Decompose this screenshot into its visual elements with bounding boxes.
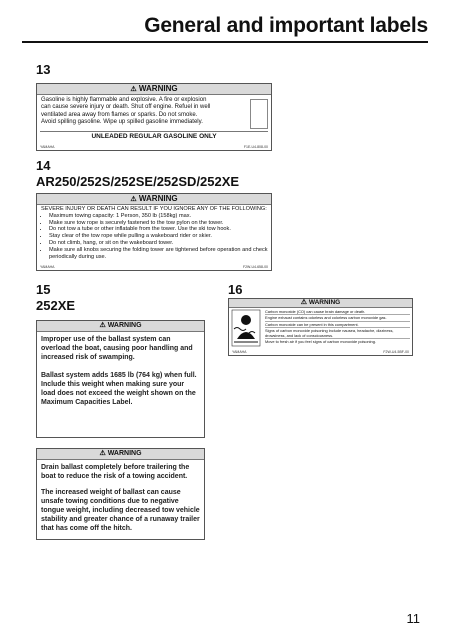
gasoline-line-4: Avoid spilling gasoline. Wipe up spilled gasoline immediately. [41,118,203,125]
tower-rule: • Make sure tow rope is securely fastened to the tow pylon on the tower. [49,220,268,227]
warning-bar [37,194,271,205]
gasoline-line-1: Gasoline is highly flammable and explosive. A fire or explosion [41,97,207,103]
warning-triangle-icon: ⚠ [300,299,308,306]
page-number: 11 [406,611,420,626]
warning-text: WARNING [308,299,341,306]
tower-rule: • Do not tow a tube or other inflatable from the tower. Use the ski tow hook. [49,226,268,233]
carbon-monoxide-pictogram-icon [231,309,261,347]
co-fact: Carbon monoxide can be present in this compartment. [265,322,410,328]
co-fact: Signs of carbon monoxide poisoning include nausea, headache, dizziness, drowsiness, and lack of consciousness. [265,328,410,340]
tower-warning-label [36,193,272,271]
label-code: F1E-U4-808-00 [243,145,268,149]
tower-intro: SEVERE INJURY OR DEATH CAN RESULT IF YOU IGNORE ANY OF THE FOLLOWING: [41,206,267,212]
co-fact: Move to fresh air if you feel signs of carbon monoxide poisoning. [265,339,376,345]
ballast-drain-paragraph-2: The increased weight of ballast can cause unsafe towing conditions due to negative tongue weight, including decreased tow vehicle stability and greater chance of a runaway trailer that has come off the hitch. [41,489,200,532]
brand-logo: YAMAHA [232,350,247,354]
warning-text: WARNING [138,194,178,203]
tower-rule: • Do not climb, hang, or sit on the wakeboard tower. [49,240,268,247]
warning-bar [37,449,204,460]
gasoline-line-2: can cause severe injury or death. Shut off engine. Refuel in well [41,104,211,111]
section-14-number: 14 [36,158,51,173]
label-code: F2W-U4-5BF-00 [383,350,409,354]
header-rule [22,41,428,43]
co-fact: Carbon monoxide (CO) can cause brain damage or death. [265,309,410,315]
section-14-title: AR250/252S/252SE/252SD/252XE [36,174,240,189]
section-15-title: 252XE [36,298,76,313]
section-15-number: 15 [36,282,51,297]
ballast-overload-paragraph-2: Ballast system adds 1685 lb (764 kg) when full. Include this weight when making sure your load does not exceed the weight shown on the Maximum Capacities Label. [41,372,197,406]
page-header-title: General and important labels [144,14,428,37]
warning-triangle-icon: ⚠ [130,86,137,93]
brand-logo: YAMAHA [40,145,55,149]
warning-triangle-icon: ⚠ [130,196,137,203]
label-code: F2W-U4-658-00 [242,265,268,269]
tower-rule: • Make sure all knobs securing the folding tower are tightened before operation and check periodically during use. [49,247,268,261]
co-fact: Engine exhaust contains odorless and colorless carbon monoxide gas. [265,315,410,321]
section-13-number: 13 [36,62,51,77]
ballast-drain-warning-box [36,448,205,540]
no-fire-symbol-box [250,99,268,129]
warning-text: WARNING [107,450,142,457]
warning-triangle-icon: ⚠ [99,450,106,457]
brand-logo: YAMAHA [40,265,55,269]
ballast-drain-paragraph-1: Drain ballast completely before trailering the boat to reduce the risk of a towing accident. [41,464,190,480]
carbon-monoxide-warning-label [228,298,413,356]
warning-triangle-icon: ⚠ [99,322,106,329]
warning-text: WARNING [138,84,178,93]
fuel-type-text: UNLEADED REGULAR GASOLINE ONLY [40,131,268,140]
tower-rule: • Maximum towing capacity: 1 Person, 350 lb (158kg) max. [49,213,268,220]
warning-text: WARNING [107,322,142,329]
section-16-number: 16 [228,282,243,297]
warning-bar [37,321,204,332]
warning-bar [37,84,271,95]
ballast-overload-paragraph-1: Improper use of the ballast system can overload the boat, causing poor handling and increased risk of swamping. [41,336,193,361]
warning-bar [229,299,412,308]
ballast-overload-warning-box [36,320,205,438]
gasoline-line-3: ventilated area away from flames or sparks. Do not smoke. [41,111,198,118]
tower-rule: • Stay clear of the tow rope while pulling a wakeboard rider or skier. [49,233,268,240]
gasoline-warning-label [36,83,272,151]
